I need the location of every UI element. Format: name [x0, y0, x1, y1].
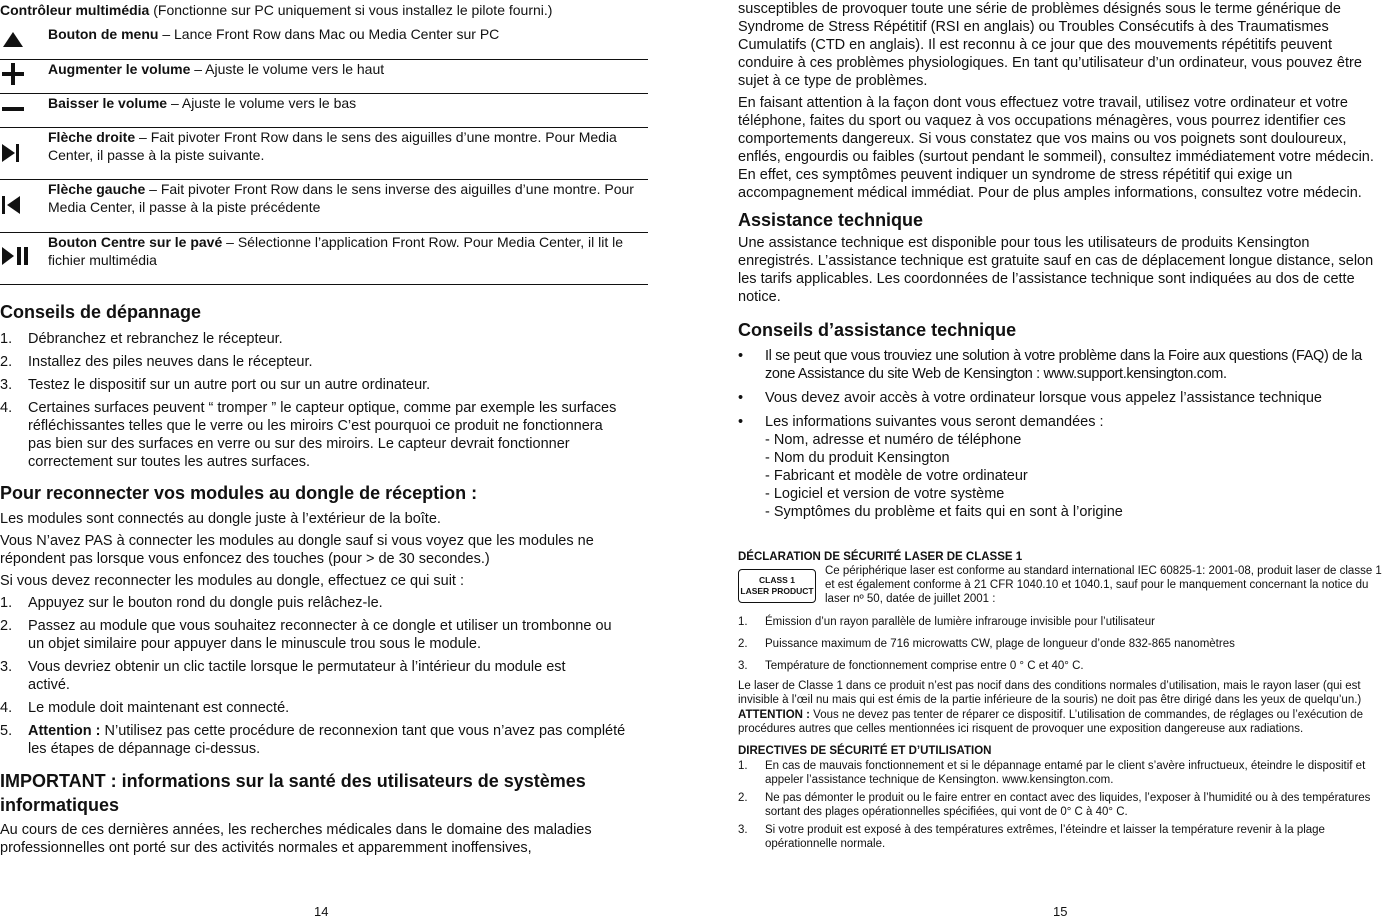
row-label: Flèche droite	[48, 129, 136, 145]
row-text: – Fait pivoter Front Row dans le sens inverse des aiguilles d’une montre. Pour Media Center, il passe à la piste précédente	[48, 181, 634, 215]
list-item	[0, 658, 648, 694]
row-label: Flèche gauche	[48, 181, 146, 197]
list-item	[738, 759, 1383, 787]
reconnect-p1: Les modules sont connectés au dongle juste à l’extérieur de la boîte.	[0, 511, 441, 527]
important-title: IMPORTANT : informations sur la santé des utilisateurs de systèmes informatiques	[0, 771, 586, 815]
list-item	[0, 594, 648, 612]
item-text: Si votre produit est exposé à des températures extrêmes, l’éteindre et laisser la température revenir à la plage opérationnelle normale.	[765, 824, 1325, 850]
multimedia-controller-heading	[0, 2, 648, 19]
troubleshoot-title: Conseils de dépannage	[0, 302, 202, 322]
info-list	[765, 431, 1383, 521]
item-number: 2.	[0, 618, 13, 634]
health-paragraph-1: susceptibles de provoquer toute une série de problèmes désignés sous le terme générique de Syndrome de Stress Répétitif (RSI en anglais) ou Troubles Consécutifs à des Traumatismes Cumulatifs (CTD en anglais). Il est reconnu à ce jour que des mouvements répétitifs peuvent conduire à ces problèmes physiologiques. En tant qu’utilisateur d’un ordinateur, vous pouvez être sujet à ce type de problèmes.	[738, 1, 1362, 89]
row-text: – Sélectionne l’application Front Row. Pour Media Center, il lit le fichier multimédia	[48, 234, 624, 268]
item-number: 3.	[738, 660, 748, 672]
bullet: •	[738, 348, 743, 364]
row-label: Bouton de menu	[48, 26, 159, 42]
play-pause-icon	[1, 246, 31, 266]
right-page	[738, 0, 1383, 851]
item-number: 1.	[738, 760, 748, 772]
list-item	[0, 399, 648, 471]
item-text: N’utilisez pas cette procédure de reconnexion tant que vous n’avez pas complété les étapes de dépannage ci-dessus.	[28, 723, 626, 757]
item-text: Installez des piles neuves dans le récepteur.	[28, 354, 313, 370]
reconnect-steps	[0, 594, 648, 758]
list-item	[0, 353, 648, 371]
item-number: 3.	[0, 659, 13, 675]
item-text: Passez au module que vous souhaitez reconnecter à ce dongle et utiliser un trombonne ou un objet similaire pour appuyer dans le minuscule trou sous le module.	[28, 618, 612, 652]
list-item	[0, 722, 648, 758]
troubleshoot-list	[0, 330, 648, 471]
row-label: Bouton Centre sur le pavé	[48, 234, 223, 250]
item-text: Température de fonctionnement comprise entre 0 ° C et 40° C.	[765, 660, 1084, 672]
mm-note: (Fonctionne sur PC uniquement si vous installez le pilote fourni.)	[153, 2, 553, 18]
item-text: Testez le dispositif sur un autre port ou sur un autre ordinateur.	[28, 377, 431, 393]
list-item	[0, 617, 648, 653]
list-item: - Symptômes du problème et faits qui en sont à l’origine	[765, 504, 1123, 520]
item-number: 2.	[738, 638, 748, 650]
reconnect-p2: Vous N’avez PAS à connecter les modules au dongle sauf si vous voyez que les modules ne répondent pas lorsque vous enfoncez des touches (pour > de 30 secondes.)	[0, 533, 594, 567]
laser-intro: Ce périphérique laser est conforme au standard international IEC 60825-1: 2001-08, produit laser de classe 1 et est également conforme à 21 CFR 1040.10 et 1040.1, sauf pour le manquement concernant la notice du laser nº 50, datée de juillet 2001 :	[825, 565, 1382, 605]
item-number: 3.	[0, 377, 13, 393]
list-item	[738, 637, 1383, 651]
tips-list	[738, 347, 1383, 521]
item-text: Puissance maximum de 716 microwatts CW, plage de longueur d’onde 832-865 nanomètres	[765, 638, 1235, 650]
reconnect-p3: Si vous devez reconnecter les modules au dongle, effectuez ce qui suit :	[0, 573, 465, 589]
multimedia-button-table	[0, 25, 648, 285]
tips-title: Conseils d’assistance technique	[738, 320, 1017, 340]
list-item: - Logiciel et version de votre système	[765, 486, 1005, 502]
attention-paragraph	[738, 708, 1383, 736]
row-text: – Ajuste le volume vers le haut	[190, 61, 385, 77]
eject-triangle-icon	[2, 31, 24, 49]
item-text: Vous devriez obtenir un clic tactile lorsque le permutateur à l’intérieur du module est activé.	[28, 659, 566, 693]
table-row	[0, 180, 648, 233]
support-title: Assistance technique	[738, 210, 924, 230]
badge-line-2: LASER PRODUCT	[740, 586, 814, 596]
list-item	[738, 389, 1383, 407]
list-item	[0, 699, 648, 717]
item-number: 4.	[0, 700, 13, 716]
page-number-left: 14	[314, 904, 329, 919]
list-item: - Nom, adresse et numéro de téléphone	[765, 432, 1022, 448]
item-text: Le module doit maintenant est connecté.	[28, 700, 290, 716]
reconnect-title: Pour reconnecter vos modules au dongle de réception :	[0, 483, 478, 503]
item-number: 2.	[0, 354, 13, 370]
list-item	[738, 347, 1383, 383]
list-item	[738, 615, 1383, 629]
previous-track-icon	[1, 195, 23, 215]
row-text: – Lance Front Row dans Mac ou Media Center sur PC	[158, 26, 500, 42]
list-item: - Fabricant et modèle de votre ordinateur	[765, 468, 1028, 484]
row-text: – Ajuste le volume vers le bas	[167, 95, 357, 111]
laser-paragraph: Le laser de Classe 1 dans ce produit n’est pas nocif dans des conditions normales d’utilisation, mais le rayon laser (qui est invisible à l’œil nu mais qui est émis de la partie inférieure de la souris) ne doit pas être dirigé dans les yeux de quelqu’un.)	[738, 680, 1362, 706]
list-item	[738, 791, 1383, 819]
item-text: Ne pas démonter le produit ou le faire entrer en contact avec des liquides, l’exposer à l’humidité ou à des températures sortant des plages opérationnelles spécifiées, qui vont de 0° C à 40° C.	[765, 792, 1371, 818]
item-text: Il se peut que vous trouviez une solution à votre problème dans la Foire aux questions (FAQ) de la zone Assistance du site Web de Kensington : www.support.kensington.com.	[765, 348, 1362, 382]
laser-intro-block	[738, 564, 1383, 610]
attention-text: Vous ne devez pas tenter de réparer ce dispositif. L’utilisation de commandes, de réglages ou l’exécution de procédures autres que celles mentionnées ici risquent de provoquer une exposition dangereuse aux radiations.	[738, 709, 1363, 735]
item-text: Débranchez et rebranchez le récepteur.	[28, 331, 283, 347]
minus-icon	[1, 106, 25, 114]
item-text: Appuyez sur le bouton rond du dongle puis relâchez-le.	[28, 595, 383, 611]
left-page	[0, 0, 648, 857]
plus-icon	[1, 62, 25, 86]
table-row	[0, 128, 648, 180]
list-item	[0, 376, 648, 394]
class1-laser-badge	[738, 569, 816, 603]
table-row	[0, 25, 648, 60]
health-paragraph-2: En faisant attention à la façon dont vous effectuez votre travail, utilisez votre ordinateur et votre téléphone, faites du sport ou vaquez à vos occupations ménagères, vous pourrez identifier ces comportements dangereux. Si vous constatez que vos mains ou vos poignets sont douloureux, enflés, engourdis ou faibles (surtout pendant le sommeil), consultez immédiatement votre médecin. En effet, ces symptômes peuvent indiquer un syndrome de stress répétitif qui exige un accompagnement médical immédiat. Pour de plus amples informations, consultez votre médecin.	[738, 95, 1374, 201]
list-item	[738, 413, 1383, 521]
item-text: Les informations suivantes vous seront demandées :	[765, 414, 1104, 430]
item-number: 1.	[0, 595, 13, 611]
directives-list	[738, 759, 1383, 851]
table-row	[0, 233, 648, 285]
row-label: Augmenter le volume	[48, 61, 191, 77]
directives-title: DIRECTIVES DE SÉCURITÉ ET D’UTILISATION	[738, 745, 992, 757]
item-number: 1.	[0, 331, 13, 347]
item-number: 4.	[0, 400, 13, 416]
bullet: •	[738, 390, 744, 406]
bullet: •	[738, 414, 744, 430]
laser-list	[738, 615, 1383, 673]
next-track-icon	[1, 143, 23, 163]
laser-title: DÉCLARATION DE SÉCURITÉ LASER DE CLASSE 1	[738, 551, 1023, 563]
item-text: En cas de mauvais fonctionnement et si le dépannage entamé par le client s’avère infructueux, éteindre le dispositif et appeler l’assistance technique de Kensington. www.kensington.com.	[765, 760, 1366, 786]
item-text: Émission d’un rayon parallèle de lumière infrarouge invisible pour l’utilisateur	[765, 616, 1155, 628]
important-paragraph: Au cours de ces dernières années, les recherches médicales dans le domaine des maladies professionnelles ont porté sur des activités normales et apparemment inoffensives,	[0, 822, 592, 856]
badge-line-1: CLASS 1	[759, 575, 795, 585]
support-paragraph: Une assistance technique est disponible pour tous les utilisateurs de produits Kensington enregistrés. L’assistance technique est gratuite sauf en cas de déplacement longue distance, selon les tarifs applicables. Les coordonnées de l’assistance technique sont indiquées au dos de cette notice.	[738, 235, 1374, 305]
row-text: – Fait pivoter Front Row dans le sens des aiguilles d’une montre. Pour Media Center, il passe à la piste suivante.	[48, 129, 617, 163]
item-number: 1.	[738, 616, 748, 628]
item-number: 3.	[738, 824, 748, 836]
list-item	[738, 659, 1383, 673]
list-item	[738, 823, 1383, 851]
list-item	[0, 330, 648, 348]
item-number: 5.	[0, 723, 13, 739]
list-item: - Nom du produit Kensington	[765, 450, 950, 466]
page-number-right: 15	[1053, 904, 1068, 919]
item-text: Vous devez avoir accès à votre ordinateur lorsque vous appelez l’assistance technique	[765, 390, 1322, 406]
attention-label: Attention :	[28, 723, 101, 739]
item-number: 2.	[738, 792, 748, 804]
attention-label: ATTENTION :	[738, 709, 810, 721]
row-label: Baisser le volume	[48, 95, 168, 111]
laser-section	[738, 550, 1383, 851]
table-row	[0, 94, 648, 128]
mm-title: Contrôleur multimédia	[0, 2, 150, 18]
table-row	[0, 60, 648, 94]
item-text: Certaines surfaces peuvent “ tromper ” le capteur optique, comme par exemple les surfaces réfléchissantes telles que le verre ou les miroirs C’est pourquoi ce produit ne fonctionnera pas bien sur des surfaces en verre ou sur des miroirs. Le capteur devrait fonctionner correctement sur toutes les autres surfaces.	[28, 400, 617, 470]
